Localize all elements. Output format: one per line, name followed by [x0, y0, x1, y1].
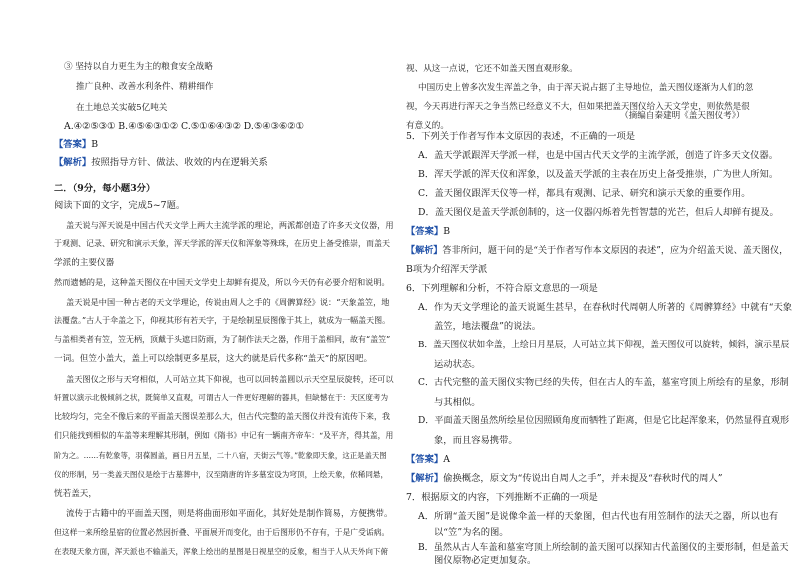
answer-value: A	[443, 454, 450, 465]
passage-line: 比较均匀，完全不像后来的平面盖天图误差那么大，但古代完整的盖天图仪并没有流传下来，我	[54, 412, 390, 421]
passage-cont-line: 中国历史上曾多次发生浑盖之争，由于浑天说占据了主导地位，盖天图仪逐渐为人们的忽	[418, 83, 754, 93]
q7-option-b: B．虽然从古人车盖和墓室穹顶上所绘制的盖天图可以探知古代盖图仪的主要形制，但是盖天	[418, 543, 789, 553]
q6-option-d: D．平面盖天图虽然所绘星位因照顾角度而牺牲了距离，但是它比起浑象来，仍然显得直观形	[418, 416, 790, 426]
passage-line: 盖天图仪之形与天穹相似，人可站立其下仰视，也可以回转盖圆以示天空星辰旋转，还可以	[66, 374, 394, 384]
section-instruction: 阅读下面的文字，完成5~7题。	[54, 200, 186, 211]
q7-stem: 7．根据原文的内容，下列推断不正确的一项是	[406, 492, 598, 503]
passage-cont-line: 视、从这一点说，它还不如盖天图直观形象。	[406, 64, 578, 74]
analysis-text: 按照指导方针、做法、收效的内在逻辑关系	[91, 157, 268, 168]
passage-cont-line: 视，今天再进行浑天之争当然已经意义不大，但如果把盖天图仪给入天文学史，则依然是很	[406, 102, 750, 112]
q7-option-b-cont: 图仪原物必定更加复杂。	[434, 555, 537, 566]
answer-tag: 【答案】	[54, 139, 92, 150]
q5-analysis	[406, 246, 788, 256]
q6-analysis	[406, 474, 723, 483]
q5-option-d: D．盖天图仪是盖天学派创制的，这一仪器闪烁着先哲智慧的光芒，但后人却鲜有提及。	[418, 207, 779, 218]
q5-analysis-cont: B项为介绍浑天学派	[406, 264, 488, 275]
right-column	[400, 0, 800, 565]
analysis-tag: 【解析】	[54, 157, 92, 168]
analysis-tag: 【解析】	[406, 245, 443, 256]
q6-option-c: C．古代完整的盖天图仪实物已经的失传，但在古人的车盖，墓室穹顶上所绘有的星象，形制	[418, 378, 789, 388]
passage-cont-line: 有意义的。	[406, 121, 449, 131]
passage-line: 盖天说与浑天说是中国古代天文学上两大主流学派的理论，两派都创造了许多天文仪器，用	[66, 220, 394, 230]
analysis-tag: 【解析】	[406, 473, 444, 484]
q4-item-3-sub2: 在土地总关实破5亿吨关	[76, 103, 168, 113]
q6-option-a-cont: 盖笠，地法覆盘”的说法。	[434, 321, 542, 332]
passage-line: 一词。但笠小盖大，盖上可以绘制更多星辰，这大约就是后代多称“盖天”的原因吧。	[54, 354, 373, 364]
passage-line: 但这样一来所绘星宿的位置必然因折叠、平面展开而变化，由于后图形仍不存有，于是广受诟病。	[54, 528, 390, 537]
passage-line: 在表现天象方面，浑天派也不输盖天，浑象上绘出的星图是日视星空的反象，相当于人从天外向下俯	[54, 547, 389, 556]
left-column	[0, 0, 400, 565]
q5-answer	[406, 227, 450, 236]
q6-answer	[406, 455, 450, 464]
q5-option-c: C．盖天图仪跟浑天仪等一样，都具有观测、记录、研究和演示天象的重要作用。	[418, 188, 751, 199]
passage-line: 与盖相类者有笠，笠无柄，顶戴于头遮日防雨，为了制作法天之器，作用于盖相同，故有“盖笠”	[54, 335, 391, 344]
passage-line: 阶为之。……有乾象等，羽葆圆盖，画日月五星，二十八宿，天街云气等。”乾象即天象，这正是盖天图	[54, 451, 387, 460]
q6-stem: 6．下列理解和分析，不符合原文意思的一项是	[406, 283, 598, 294]
passage-line: 仪的形制，另一类盖天图仪是绘于古墓葬中，汉至隋唐的许多墓室设为穹顶，上绘天象，依稀同悬，	[54, 470, 389, 479]
passage-line: 然而遗憾的是，这种盖天图仪在中国天文学史上却鲜有提及，所以今天仍有必要介绍和说明。	[54, 277, 390, 287]
answer-value: B	[443, 226, 451, 237]
q6-option-b-cont: 运动状态。	[434, 359, 481, 370]
q4-options: A.④②⑤③① B.④⑤⑥③①② C.⑤①⑥④③② D.⑤④③⑥②①	[64, 121, 304, 132]
q4-answer	[54, 140, 98, 149]
q4-analysis	[54, 158, 268, 167]
q6-option-c-cont: 与其相似。	[434, 397, 481, 408]
answer-tag: 【答案】	[406, 226, 444, 237]
passage-source: （摘编自秦建明《盖天图仪考》）	[620, 111, 745, 121]
q5-option-b: B．浑天学派的浑天仪和浑象，以及盖天学派的主表在历史上备受推崇，广为世人所知。	[418, 169, 779, 180]
q4-item-3-sub1: 推广良种、改善水利条件、精耕细作	[76, 82, 214, 92]
q6-option-b: B．盖天图仪状如伞盖，上绘日月星辰，人可站立其下仰视，盖天图仪可以旋转，倾斜，演示星辰	[418, 340, 790, 350]
q5-option-a: A．盖天学派跟浑天学派一样，也是中国古代天文学的主流学派，创造了许多天文仪器。	[418, 150, 778, 161]
q7-option-a-cont: 以“笠”为名的图。	[434, 527, 509, 538]
answer-tag: 【答案】	[406, 454, 444, 465]
q7-option-a: A．所谓“盖天图”是说像伞盖一样的天象图，但古代也有用笠制作的法天之器，所以也有	[418, 511, 779, 522]
passage-line: 于观测、记录、研究和演示天象，浑天学派的浑天仪和浑象等殊珠，在历史上备受推崇，而盖天	[54, 239, 390, 248]
passage-line: 盖天说是中国一种古老的天文学理论，传说由周人之手的《周髀算经》说：“天象盖笠，地	[66, 297, 390, 307]
section-title: 二．（9分，每小题3分）	[54, 183, 156, 194]
passage-line: 恍若盖天，	[54, 489, 97, 499]
analysis-text: 偷换概念，原文为“传说出自周人之手”，并未提及“春秋时代的周人”	[443, 473, 723, 484]
q6-option-d-cont: 象，而且容易携带。	[434, 435, 518, 446]
analysis-text: 答非所问，题干问的是“关于作者写作本文原因的表述”，应为介绍盖天说、盖天图仪，	[442, 246, 789, 256]
passage-line: 学派的主要仪器	[54, 258, 115, 268]
answer-value: B	[91, 139, 99, 150]
q6-option-a: A．作为天文学理论的盖天说诞生甚早，在春秋时代周朝人所著的《周髀算经》中就有“天象	[418, 302, 793, 313]
passage-line: 们只能找到相似的车盖等来理解其形制，例如《隋书》中记有一辆南齐帝车：“及平齐，得其盖，用	[54, 431, 394, 440]
q4-item-3-title: ③ 坚持以自力更生为主的粮食安全战略	[64, 62, 213, 72]
passage-line: 法覆盘。”古人于伞盖之下，仰视其形有若天字，于是绘制星辰图像于其上，就成为一幅盖天图。	[54, 316, 391, 325]
passage-line: 轩置以演示北极倾斜之状，既简单又直观，可谓古人一件更好理解的器具，但缺憾在于：天区度考为	[54, 393, 389, 402]
passage-line: 流传于古籍中的平面盖天图，则是将曲面形如平面化，其好处是制作简易，方便携带。	[66, 509, 393, 519]
q5-stem: 5．下列关于作者写作本文原因的表述，不正确的一项是	[406, 131, 636, 142]
